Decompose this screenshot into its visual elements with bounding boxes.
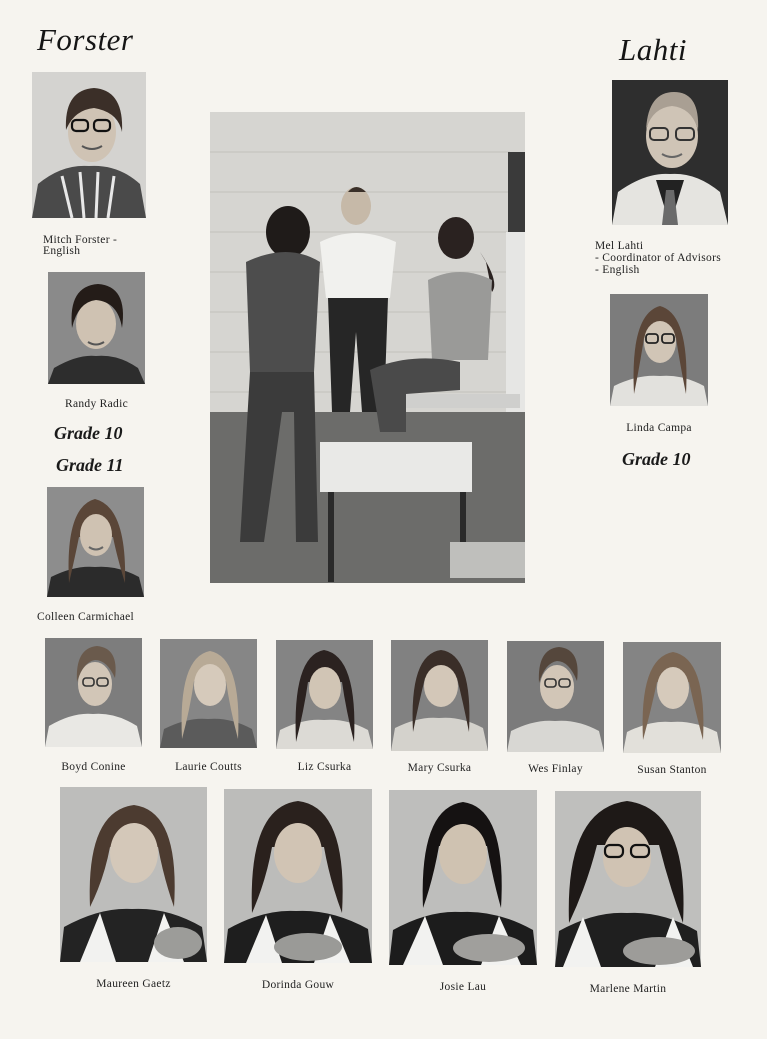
- caption-row1-5: Wes Finlay: [528, 763, 583, 775]
- caption-row2-2: Dorinda Gouw: [261, 979, 335, 991]
- caption-forster-line2: English: [43, 245, 81, 257]
- caption-randy-radic: Randy Radic: [64, 398, 129, 410]
- portrait-laurie-coutts: [160, 639, 257, 748]
- portrait-liz-csurka: [276, 640, 373, 749]
- portrait-linda-campa: [610, 294, 708, 406]
- portrait-mitch-forster: [32, 72, 146, 218]
- portrait-wes-finlay: [507, 641, 604, 752]
- portrait-dorinda-gouw: [224, 789, 372, 963]
- portrait-susan-stanton: [623, 642, 721, 753]
- caption-row2-1: Maureen Gaetz: [96, 978, 171, 990]
- caption-row1-3: Liz Csurka: [297, 761, 352, 773]
- portrait-mary-csurka: [391, 640, 488, 751]
- caption-row1-6: Susan Stanton: [637, 764, 707, 776]
- caption-lahti-line1: Mel Lahti: [595, 240, 644, 252]
- portrait-josie-lau: [389, 790, 537, 965]
- grade-10-left: Grade 10: [54, 423, 123, 443]
- caption-row1-2: Laurie Coutts: [175, 761, 242, 773]
- classroom-group-photo: [210, 112, 525, 583]
- grade-10-right: Grade 10: [622, 449, 691, 469]
- caption-row2-3: Josie Lau: [439, 981, 487, 993]
- caption-forster-line1: Mitch Forster -: [43, 234, 118, 246]
- caption-row2-4: Marlene Martin: [589, 983, 667, 995]
- portrait-colleen-carmichael: [47, 487, 144, 597]
- portrait-mel-lahti: [612, 80, 728, 225]
- caption-colleen-carmichael: Colleen Carmichael: [37, 611, 135, 623]
- grade-11-left: Grade 11: [56, 455, 124, 475]
- portrait-maureen-gaetz: [60, 787, 207, 962]
- portrait-randy-radic: [48, 272, 145, 384]
- heading-lahti: Lahti: [619, 32, 687, 67]
- portrait-boyd-conine: [45, 638, 142, 747]
- caption-row1-1: Boyd Conine: [61, 761, 126, 773]
- caption-lahti-line2: - Coordinator of Advisors: [595, 252, 722, 264]
- caption-row1-4: Mary Csurka: [407, 762, 472, 774]
- caption-linda-campa: Linda Campa: [626, 422, 692, 434]
- caption-lahti-line3: - English: [595, 264, 640, 276]
- heading-forster: Forster: [37, 22, 134, 57]
- portrait-marlene-martin: [555, 791, 701, 967]
